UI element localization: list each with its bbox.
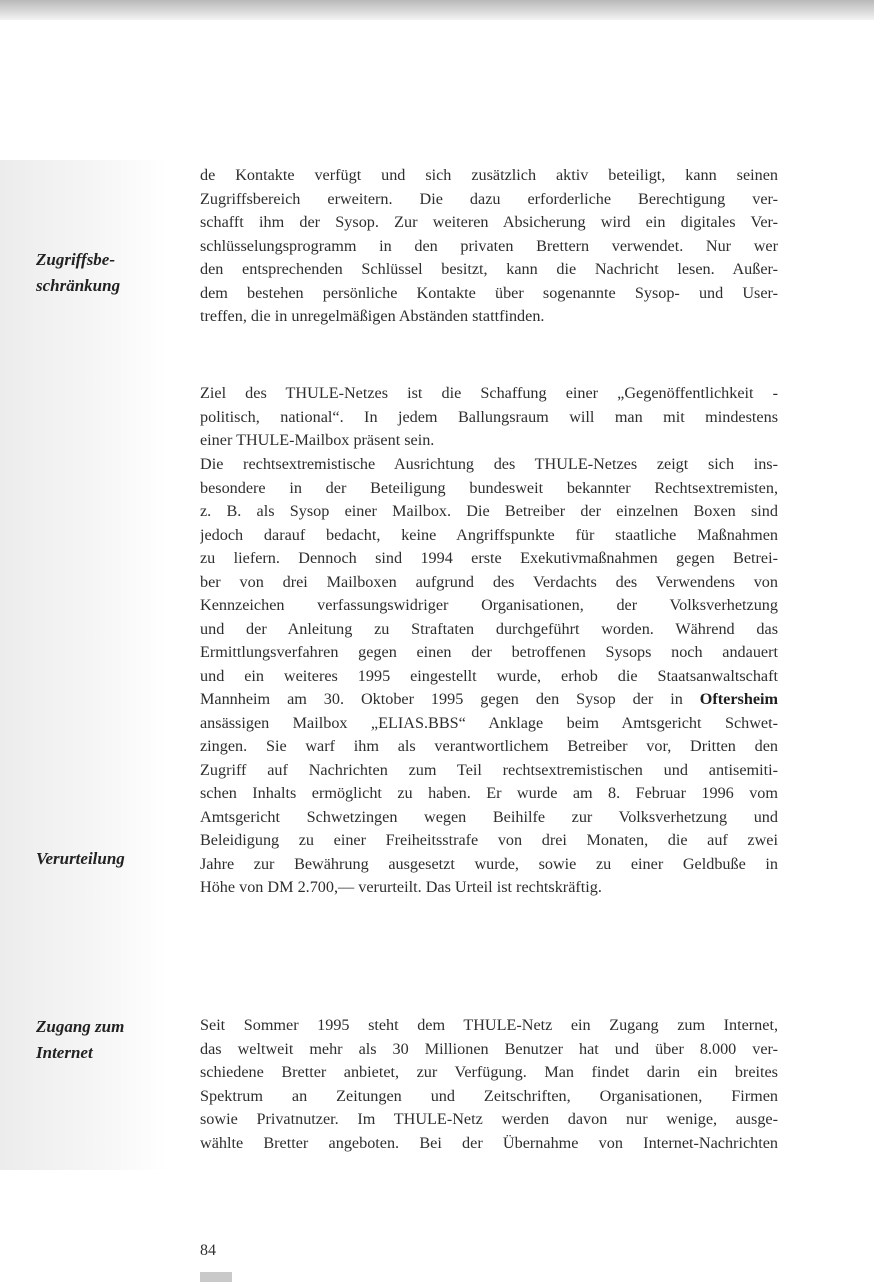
- text-line: zingen. Sie warf ihm als verantwortlichem Betreiber vor, Dritten den: [200, 737, 778, 755]
- text-line: einer THULE-Mailbox präsent sein.: [200, 431, 435, 449]
- margin-note-line: schränkung: [36, 276, 121, 295]
- text-line: Die rechtsextremistische Ausrichtung des THULE-Netzes zeigt sich ins-: [200, 455, 778, 473]
- text-line: treffen, die in unregelmäßigen Abständen stattfinden.: [200, 307, 545, 325]
- text-line: z. B. als Sysop einer Mailbox. Die Betreiber der einzelnen Boxen sind: [200, 502, 778, 520]
- page-number: 84: [200, 1242, 216, 1259]
- text-line: besondere in der Beteiligung bundesweit bekannter Rechtsextremisten,: [200, 478, 778, 497]
- text-line: und ein weiteres 1995 eingestellt wurde, erhob die Staatsanwaltschaft: [200, 666, 778, 685]
- text-line: Spektrum an Zeitungen und Zeitschriften, Organisationen, Firmen: [200, 1086, 778, 1105]
- text-line: Beleidigung zu einer Freiheitsstrafe von drei Monaten, die auf zwei: [200, 831, 778, 849]
- text-segment: Mannheim am 30. Oktober 1995 gegen den Sysop der in: [200, 690, 700, 708]
- text-line: Seit Sommer 1995 steht dem THULE-Netz ein Zugang zum Internet,: [200, 1016, 778, 1034]
- text-line: ber von drei Mailboxen aufgrund des Verdachts des Verwendens von: [200, 572, 778, 591]
- margin-note-line: Internet: [36, 1043, 93, 1062]
- text-line: Ermittlungsverfahren gegen einen der betroffenen Sysops noch andauert: [200, 643, 778, 661]
- text-line: schafft ihm der Sysop. Zur weiteren Absicherung wird ein digitales Ver-: [200, 213, 778, 231]
- margin-note-verurteilung: [36, 846, 161, 872]
- margin-note-zugriffsbeschraenkung: [36, 247, 161, 299]
- text-line: jedoch darauf bedacht, keine Angriffspunkte für staatliche Maßnahmen: [200, 525, 778, 544]
- place-name-bold: Oftersheim: [699, 690, 778, 708]
- paragraph-right-wing-orientation: [200, 453, 778, 900]
- paragraph-internet-access: [200, 1014, 778, 1155]
- text-line: Jahre zur Bewährung ausgesetzt wurde, sowie zu einer Geldbuße in: [200, 854, 778, 873]
- text-line: ansässigen Mailbox „ELIAS.BBS“ Anklage beim Amtsgericht Schwet-: [200, 713, 778, 732]
- text-line: wählte Bretter angeboten. Bei der Übernahme von Internet-Nachrichten: [200, 1133, 778, 1152]
- text-line: schiedene Bretter anbietet, zur Verfügung. Man findet darin ein breites: [200, 1063, 778, 1081]
- text-line: Zugriffsbereich erweitern. Die dazu erforderliche Berechtigung ver-: [200, 189, 778, 208]
- text-line: Kennzeichen verfassungswidriger Organisationen, der Volksverhetzung: [200, 596, 778, 614]
- text-line: und der Anleitung zu Straftaten durchgeführt worden. Während das: [200, 619, 778, 638]
- text-line: [200, 688, 778, 712]
- text-line: Ziel des THULE-Netzes ist die Schaffung einer „Gegenöffentlichkeit -: [200, 384, 778, 402]
- text-line: schen Inhalts ermöglicht zu haben. Er wurde am 8. Februar 1996 vom: [200, 784, 778, 802]
- margin-note-zugang-internet: [36, 1014, 161, 1066]
- text-line: de Kontakte verfügt und sich zusätzlich aktiv beteiligt, kann seinen: [200, 166, 778, 184]
- paragraph-thule-goal: [200, 382, 778, 453]
- text-line: zu liefern. Dennoch sind 1994 erste Exekutivmaßnahmen gegen Betrei-: [200, 549, 778, 567]
- paragraph-access-restriction: [200, 164, 778, 329]
- text-line: politisch, national“. In jedem Ballungsraum will man mit mindestens: [200, 407, 778, 426]
- text-line: schlüsselungsprogramm in den privaten Brettern verwendet. Nur wer: [200, 236, 778, 255]
- margin-note-line: Verurteilung: [36, 849, 125, 868]
- text-line: Amtsgericht Schwetzingen wegen Beihilfe zur Volksverhetzung und: [200, 807, 778, 826]
- text-line: sowie Privatnutzer. Im THULE-Netz werden davon nur wenige, ausge-: [200, 1110, 778, 1128]
- margin-note-line: Zugriffsbe-: [36, 250, 116, 269]
- scan-edge-shadow: [0, 0, 874, 20]
- text-line: dem bestehen persönliche Kontakte über sogenannte Sysop- und User-: [200, 283, 778, 302]
- text-line: das weltweit mehr als 30 Millionen Benutzer hat und über 8.000 ver-: [200, 1039, 778, 1058]
- page-number-bar: [200, 1272, 232, 1282]
- margin-note-line: Zugang zum: [36, 1017, 125, 1036]
- text-line: Höhe von DM 2.700,— verurteilt. Das Urteil ist rechtskräftig.: [200, 878, 602, 896]
- text-line: Zugriff auf Nachrichten zum Teil rechtsextremistischen und antisemiti-: [200, 760, 778, 779]
- text-line: den entsprechenden Schlüssel besitzt, kann die Nachricht lesen. Außer-: [200, 260, 778, 278]
